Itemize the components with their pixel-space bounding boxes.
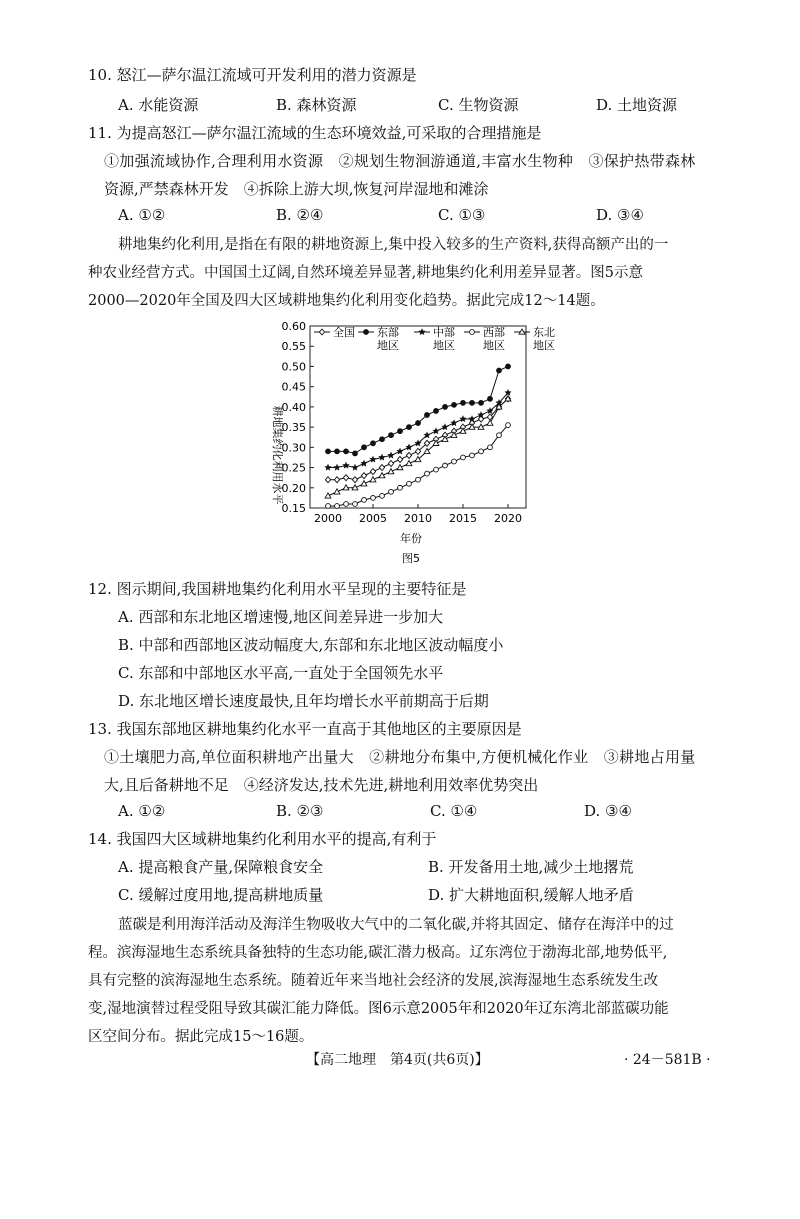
- y-tick-label: 0.25: [281, 461, 306, 475]
- data-point: [470, 400, 475, 405]
- data-point: [371, 495, 376, 500]
- series-4: [325, 396, 511, 498]
- q11-option-d: D. ③④: [596, 206, 644, 224]
- q14-option-d: D. 扩大耕地面积,缓解人地矛盾: [428, 886, 634, 904]
- data-point: [479, 400, 484, 405]
- q11-items-line2: 资源,严禁森林开发 ④拆除上游大坝,恢复河岸湿地和滩涂: [104, 180, 489, 198]
- data-point: [398, 485, 403, 490]
- x-tick-label: 2020: [494, 512, 522, 525]
- data-point: [325, 464, 331, 470]
- chart-xlabel: 年份: [400, 532, 422, 545]
- data-point: [353, 502, 358, 507]
- data-point: [335, 449, 340, 454]
- q10-option-d: D. 土地资源: [596, 96, 678, 114]
- q10-option-c: C. 生物资源: [438, 96, 519, 114]
- figure-5: [258, 310, 555, 570]
- q14-option-b: B. 开发备用土地,减少土地撂荒: [428, 858, 634, 876]
- data-point: [442, 424, 448, 430]
- data-point: [406, 452, 411, 458]
- data-point: [326, 449, 331, 454]
- y-tick-label: 0.50: [281, 360, 306, 374]
- footer-page-info: 【高二地理 第4页(共6页)】: [306, 1052, 489, 1068]
- series-3: [326, 423, 511, 509]
- data-point: [370, 469, 375, 475]
- data-point: [343, 475, 348, 481]
- data-point: [335, 504, 340, 509]
- legend-label: 中部: [433, 326, 455, 339]
- data-point: [470, 453, 475, 458]
- q11-option-a: A. ①②: [118, 206, 166, 224]
- data-point: [406, 444, 412, 450]
- data-point: [416, 421, 421, 426]
- data-point: [344, 449, 349, 454]
- data-point: [379, 454, 385, 460]
- data-point: [343, 462, 349, 468]
- y-tick-label: 0.20: [281, 481, 306, 495]
- data-point: [380, 493, 385, 498]
- q11-stem: 11. 为提高怒江—萨尔温江流域的生态环境效益,可采取的合理措施是: [88, 124, 542, 142]
- data-point: [380, 437, 385, 442]
- data-point: [388, 452, 394, 458]
- data-point: [334, 464, 340, 470]
- data-point: [407, 481, 412, 486]
- data-point: [379, 465, 384, 471]
- data-point: [325, 477, 330, 483]
- legend-marker: [470, 330, 475, 335]
- data-point: [416, 477, 421, 482]
- legend-label: 地区: [433, 339, 455, 352]
- footer-code: · 24－581B ·: [624, 1052, 711, 1068]
- data-point: [370, 456, 376, 462]
- data-point: [451, 420, 457, 426]
- data-point: [425, 413, 430, 418]
- data-point: [397, 448, 403, 454]
- chart-ylabel: 耕地集约化利用水平: [271, 405, 284, 505]
- data-point: [506, 423, 511, 428]
- data-point: [487, 420, 493, 425]
- q12-option-d: D. 东北地区增长速度最快,且年均增长水平前期高于后期: [118, 692, 489, 710]
- data-point: [344, 502, 349, 507]
- data-point: [434, 409, 439, 414]
- q13-option-c: C. ①④: [430, 802, 478, 820]
- legend-marker: [364, 330, 369, 335]
- x-tick-label: 2000: [314, 512, 342, 525]
- q13-option-b: B. ②③: [276, 802, 324, 820]
- legend-label: 东部: [377, 326, 399, 339]
- x-tick-label: 2005: [359, 512, 387, 525]
- data-point: [443, 404, 448, 409]
- passage2-line1: 蓝碳是利用海洋活动及海洋生物吸收大气中的二氧化碳,并将其固定、储存在海洋中的过: [118, 917, 674, 933]
- passage2-line4: 变,湿地演替过程受阻导致其碳汇能力降低。图6示意2005年和2020年辽东湾北部蓝碳功能: [88, 1001, 669, 1017]
- data-point: [434, 467, 439, 472]
- passage1-line1: 耕地集约化利用,是指在有限的耕地资源上,集中投入较多的生产资料,获得高额产出的一: [118, 237, 669, 253]
- line-chart: [258, 310, 555, 570]
- chart-caption: 图5: [402, 552, 420, 565]
- y-tick-label: 0.40: [281, 400, 306, 414]
- y-tick-label: 0.45: [281, 380, 306, 394]
- data-point: [443, 463, 448, 468]
- data-point: [407, 425, 412, 430]
- data-point: [362, 445, 367, 450]
- passage1-line3: 2000—2020年全国及四大区域耕地集约化利用变化趋势。据此完成12～14题。: [88, 293, 605, 309]
- data-point: [362, 498, 367, 503]
- legend-marker: [319, 329, 324, 335]
- q10-option-b: B. 森林资源: [276, 96, 357, 114]
- data-point: [452, 402, 457, 407]
- data-point: [352, 464, 358, 470]
- passage2-line5: 区空间分布。据此完成15～16题。: [88, 1029, 314, 1045]
- data-point: [488, 445, 493, 450]
- data-point: [397, 456, 402, 462]
- data-point: [497, 368, 502, 373]
- data-point: [371, 441, 376, 446]
- q10-stem: 10. 怒江—萨尔温江流域可开发利用的潜力资源是: [88, 66, 417, 84]
- data-point: [353, 451, 358, 456]
- data-point: [461, 455, 466, 460]
- q12-stem: 12. 图示期间,我国耕地集约化利用水平呈现的主要特征是: [88, 580, 467, 598]
- passage2-line3: 具有完整的滨海湿地生态系统。随着近年来当地社会经济的发展,滨海湿地生态系统发生改: [88, 973, 659, 989]
- legend-label: 东北: [533, 326, 555, 339]
- data-point: [352, 477, 357, 483]
- q13-option-a: A. ①②: [118, 802, 166, 820]
- q11-items-line1: ①加强流域协作,合理利用水资源 ②规划生物洄游通道,丰富水生物种 ③保护热带森林: [104, 152, 696, 170]
- q13-items-line1: ①土壤肥力高,单位面积耕地产出量大 ②耕地分布集中,方便机械化作业 ③耕地占用量: [104, 748, 696, 766]
- data-point: [334, 477, 339, 483]
- data-point: [479, 449, 484, 454]
- y-tick-label: 0.60: [281, 320, 306, 333]
- chart-legend: [314, 325, 555, 352]
- data-point: [398, 429, 403, 434]
- q14-option-a: A. 提高粮食产量,保障粮食安全: [118, 858, 324, 876]
- data-point: [361, 473, 366, 479]
- q12-option-b: B. 中部和西部地区波动幅度大,东部和东北地区波动幅度小: [118, 636, 504, 654]
- q11-option-c: C. ①③: [438, 206, 486, 224]
- data-point: [461, 400, 466, 405]
- data-point: [389, 433, 394, 438]
- data-point: [460, 416, 466, 422]
- y-tick-label: 0.15: [281, 502, 306, 515]
- passage2-line2: 程。滨海湿地生态系统具备独特的生态功能,碳汇潜力极高。辽东湾位于渤海北部,地势低平,: [88, 945, 668, 961]
- legend-label: 地区: [533, 339, 555, 352]
- x-tick-label: 2010: [404, 512, 432, 525]
- q14-stem: 14. 我国四大区域耕地集约化利用水平的提高,有利于: [88, 830, 437, 848]
- data-point: [388, 461, 393, 467]
- data-point: [488, 396, 493, 401]
- q11-option-b: B. ②④: [276, 206, 324, 224]
- y-tick-label: 0.35: [281, 421, 306, 435]
- q13-option-d: D. ③④: [584, 802, 632, 820]
- data-point: [425, 471, 430, 476]
- q13-items-line2: 大,且后备耕地不足 ④经济发达,技术先进,耕地利用效率优势突出: [104, 776, 539, 794]
- legend-label: 地区: [483, 339, 505, 352]
- x-tick-label: 2015: [449, 512, 477, 525]
- y-tick-label: 0.55: [281, 340, 306, 354]
- data-point: [389, 489, 394, 494]
- data-point: [326, 504, 331, 509]
- chart-series: [325, 364, 511, 508]
- y-tick-label: 0.30: [281, 441, 306, 455]
- q12-option-c: C. 东部和中部地区水平高,一直处于全国领先水平: [118, 664, 444, 682]
- legend-label: 西部: [483, 326, 505, 339]
- q13-stem: 13. 我国东部地区耕地集约化水平一直高于其他地区的主要原因是: [88, 720, 522, 738]
- q10-option-a: A. 水能资源: [118, 96, 199, 114]
- data-point: [452, 459, 457, 464]
- passage1-line2: 种农业经营方式。中国国土辽阔,自然环境差异显著,耕地集约化利用差异显著。图5示意: [88, 265, 643, 281]
- q12-option-a: A. 西部和东北地区增速慢,地区间差异进一步加大: [118, 608, 444, 626]
- legend-marker: [419, 329, 425, 335]
- data-point: [497, 433, 502, 438]
- data-point: [361, 460, 367, 466]
- q14-option-c: C. 缓解过度用地,提高耕地质量: [118, 886, 324, 904]
- data-point: [433, 428, 439, 434]
- data-point: [506, 364, 511, 369]
- legend-label: 地区: [377, 339, 399, 352]
- legend-label: 全国: [333, 326, 355, 339]
